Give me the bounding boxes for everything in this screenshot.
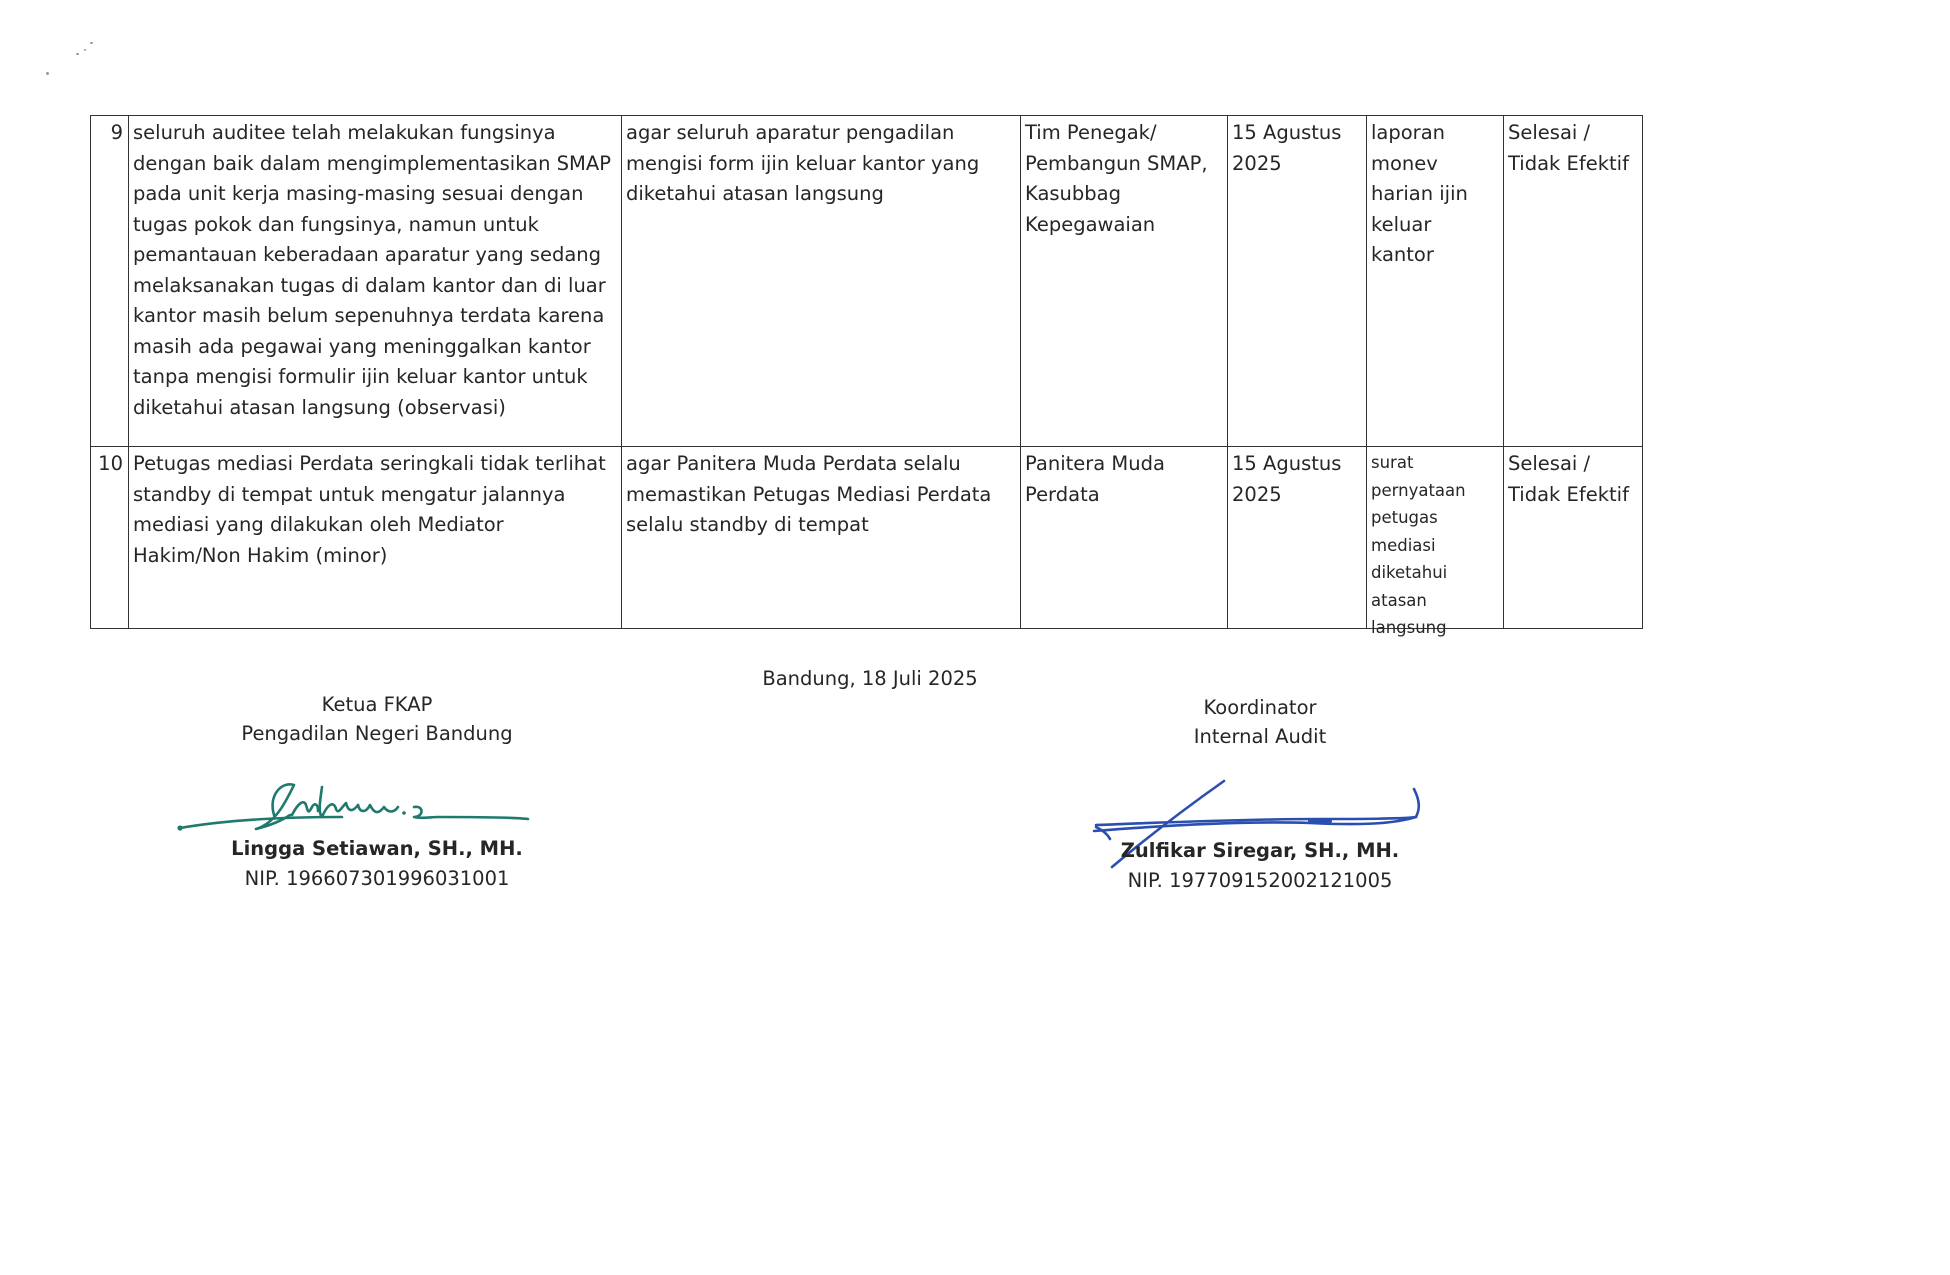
- recommendation-cell: agar seluruh aparatur pengadilan mengisi form ijin keluar kantor yang diketahui atasan langsung: [622, 116, 1021, 447]
- table-row: [91, 447, 1643, 629]
- place-date: Bandung, 18 Juli 2025: [762, 667, 978, 690]
- table-row: [91, 116, 1643, 447]
- finding-cell: seluruh auditee telah melakukan fungsinya dengan baik dalam mengimplementasikan SMAP pada unit kerja masing-masing sesuai dengan tugas pokok dan fungsinya, namun untuk pemantauan keberadaan aparatur yang sedang melaksanakan tugas di dalam kantor dan di luar kantor masih belum sepenuhnya terdata karena masih ada pegawai yang meninggalkan kantor tanpa mengisi formulir ijin keluar kantor untuk diketahui atasan langsung (observasi): [129, 116, 622, 447]
- left-signatory-nip: NIP. 196607301996031001: [244, 867, 510, 890]
- right-signatory-nip: NIP. 197709152002121005: [1127, 869, 1393, 892]
- finding-cell: Petugas mediasi Perdata seringkali tidak terlihat standby di tempat untuk mengatur jalannya mediasi yang dilakukan oleh Mediator Hakim/Non Hakim (minor): [129, 447, 622, 629]
- audit-table: [90, 115, 1643, 637]
- row-number: 9: [91, 116, 129, 447]
- right-title-line1: Koordinator: [1203, 696, 1317, 719]
- left-signatory-title: [197, 690, 557, 748]
- scan-speck: [84, 49, 86, 51]
- deadline-cell: 15 Agustus 2025: [1228, 116, 1367, 447]
- responsible-cell: Tim Penegak/ Pembangun SMAP, Kasubbag Kepegawaian: [1021, 116, 1228, 447]
- deadline-cell: 15 Agustus 2025: [1228, 447, 1367, 629]
- evidence-text: surat pernyataan petugas mediasi diketahui atasan langsung: [1371, 453, 1466, 637]
- scan-speck: [46, 72, 49, 75]
- recommendation-cell: agar Panitera Muda Perdata selalu memastikan Petugas Mediasi Perdata selalu standby di tempat: [622, 447, 1021, 629]
- left-title-line1: Ketua FKAP: [321, 693, 433, 716]
- left-signatory-name: Lingga Setiawan, SH., MH.: [231, 837, 523, 860]
- evidence-cell: laporan monev harian ijin keluar kantor: [1367, 116, 1504, 447]
- scan-speck: [90, 42, 93, 44]
- status-cell: Selesai / Tidak Efektif: [1504, 116, 1643, 447]
- left-title-line2: Pengadilan Negeri Bandung: [241, 722, 513, 745]
- right-signatory-name: Zulfikar Siregar, SH., MH.: [1120, 839, 1400, 862]
- scan-speck: [76, 53, 79, 55]
- right-title-line2: Internal Audit: [1193, 725, 1327, 748]
- evidence-cell: [1367, 447, 1504, 637]
- row-number: 10: [91, 447, 129, 629]
- right-signatory-title: [1080, 693, 1440, 751]
- responsible-cell: Panitera Muda Perdata: [1021, 447, 1228, 629]
- status-cell: Selesai / Tidak Efektif: [1504, 447, 1643, 629]
